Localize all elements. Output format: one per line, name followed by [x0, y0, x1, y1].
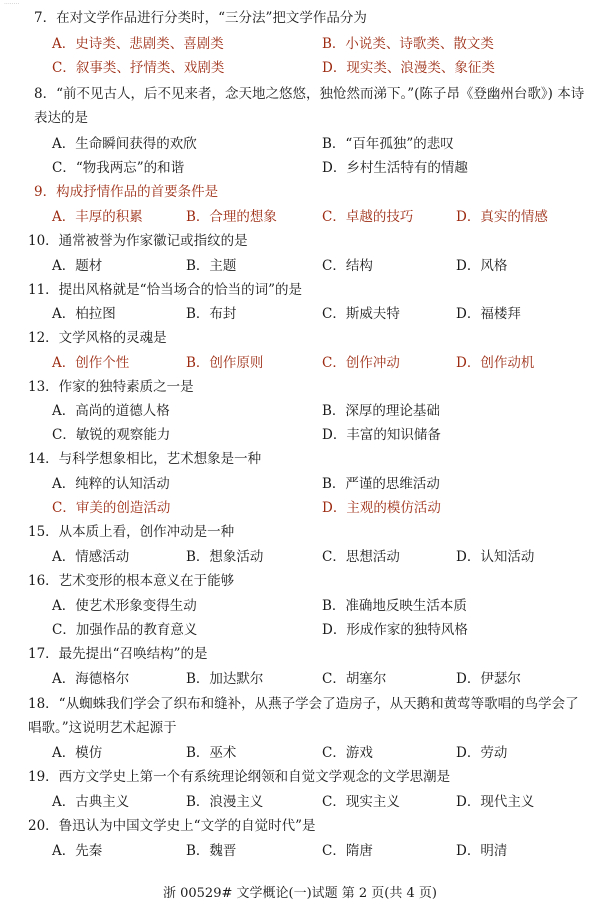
question-17-stem: 17．最先提出“召唤结构”的是 [28, 646, 208, 662]
q12-option-b: B．创作原则 [186, 355, 264, 371]
q20-option-d: D．明清 [456, 843, 508, 859]
q18-option-d: D．劳动 [456, 745, 508, 761]
q17-option-a: A．海德格尔 [52, 671, 130, 687]
q19-option-c: C．现实主义 [322, 794, 400, 810]
q13-option-a: A．高尚的道德人格 [52, 403, 170, 419]
q10-option-d: D．风格 [456, 258, 508, 274]
q14-option-d: D．主观的模仿活动 [322, 500, 441, 516]
q10-option-c: C．结构 [322, 258, 373, 274]
question-9-stem: 9．构成抒情作品的首要条件是 [34, 184, 219, 200]
question-18-stem: 18．“从蜘蛛我们学会了织布和缝补，从燕子学会了造房子，从天鹅和黄莺等歌唱的鸟学会了唱歌。”这说明艺术起源于 [28, 696, 579, 736]
question-11-stem: 11．提出风格就是“恰当场合的恰当的词”的是 [28, 282, 302, 298]
q17-option-d: D．伊瑟尔 [456, 671, 521, 687]
q19-option-a: A．古典主义 [52, 794, 130, 810]
q18-option-b: B．巫术 [186, 745, 237, 761]
q14-option-a: A．纯粹的认知活动 [52, 476, 170, 492]
q17-option-c: C．胡塞尔 [322, 671, 387, 687]
question-7-stem: 7．在对文学作品进行分类时，“三分法”把文学作品分为 [34, 10, 367, 26]
scan-header-mark: ········ [4, 1, 20, 8]
q7-option-c: C．叙事类、抒情类、戏剧类 [52, 60, 225, 76]
q19-option-d: D．现代主义 [456, 794, 535, 810]
q14-option-c: C．审美的创造活动 [52, 500, 171, 516]
question-20-stem: 20．鲁迅认为中国文学史上“文学的自觉时代”是 [28, 818, 316, 834]
q16-option-a: A．使艺术形象变得生动 [52, 598, 197, 614]
q18-option-c: C．游戏 [322, 745, 373, 761]
q12-option-c: C．创作冲动 [322, 355, 400, 371]
q15-option-a: A．情感活动 [52, 549, 130, 565]
question-13-stem: 13．作家的独特素质之一是 [28, 379, 194, 395]
q10-option-a: A．题材 [52, 258, 103, 274]
q12-option-d: D．创作动机 [456, 355, 535, 371]
q18-option-a: A．模仿 [52, 745, 103, 761]
page-footer: 浙 00529# 文学概论(一)试题 第 2 页(共 4 页) [162, 886, 437, 901]
q10-option-b: B．主题 [186, 258, 237, 274]
q15-option-c: C．思想活动 [322, 549, 400, 565]
q9-option-d: D．真实的情感 [456, 209, 548, 225]
q20-option-a: A．先秦 [52, 843, 103, 859]
q15-option-b: B．想象活动 [186, 549, 264, 565]
q11-option-c: C．斯威夫特 [322, 306, 400, 322]
q8-option-c: C．“物我两忘”的和谐 [52, 160, 185, 176]
q17-option-b: B．加达默尔 [186, 671, 264, 687]
question-8-stem: 8．“前不见古人，后不见来者，念天地之悠悠，独怆然而涕下。”(陈子昂《登幽州台歌》) 本诗表达的是 [34, 86, 585, 126]
q9-option-a: A．丰厚的积累 [52, 209, 143, 225]
q16-option-b: B．准确地反映生活本质 [322, 598, 467, 614]
question-15-stem: 15．从本质上看，创作冲动是一种 [28, 524, 235, 540]
q20-option-c: C．隋唐 [322, 843, 373, 859]
q20-option-b: B．魏晋 [186, 843, 237, 859]
q12-option-a: A．创作个性 [52, 355, 130, 371]
q9-option-c: C．卓越的技巧 [322, 209, 414, 225]
q13-option-d: D．丰富的知识储备 [322, 427, 441, 443]
q8-option-d: D．乡村生活特有的情趣 [322, 160, 468, 176]
question-19-stem: 19．西方文学史上第一个有系统理论纲领和自觉文学观念的文学思潮是 [28, 769, 451, 785]
q19-option-b: B．浪漫主义 [186, 794, 264, 810]
question-10-stem: 10．通常被誉为作家徽记或指纹的是 [28, 233, 248, 249]
q8-option-b: B．“百年孤独”的悲叹 [322, 136, 454, 152]
question-14-stem: 14．与科学想象相比，艺术想象是一种 [28, 451, 262, 467]
q14-option-b: B．严谨的思维活动 [322, 476, 440, 492]
q15-option-d: D．认知活动 [456, 549, 535, 565]
q7-option-a: A．史诗类、悲剧类、喜剧类 [52, 36, 224, 52]
question-12-stem: 12．文学风格的灵魂是 [28, 330, 167, 346]
question-16-stem: 16．艺术变形的根本意义在于能够 [28, 573, 235, 589]
q13-option-c: C．敏锐的观察能力 [52, 427, 171, 443]
q7-option-b: B．小说类、诗歌类、散文类 [322, 36, 494, 52]
q11-option-d: D．福楼拜 [456, 306, 521, 322]
q11-option-b: B．布封 [186, 306, 237, 322]
q16-option-d: D．形成作家的独特风格 [322, 622, 468, 638]
q16-option-c: C．加强作品的教育意义 [52, 622, 198, 638]
q11-option-a: A．柏拉图 [52, 306, 116, 322]
q13-option-b: B．深厚的理论基础 [322, 403, 440, 419]
q7-option-d: D．现实类、浪漫类、象征类 [322, 60, 495, 76]
q9-option-b: B．合理的想象 [186, 209, 277, 225]
q8-option-a: A．生命瞬间获得的欢欣 [52, 136, 197, 152]
